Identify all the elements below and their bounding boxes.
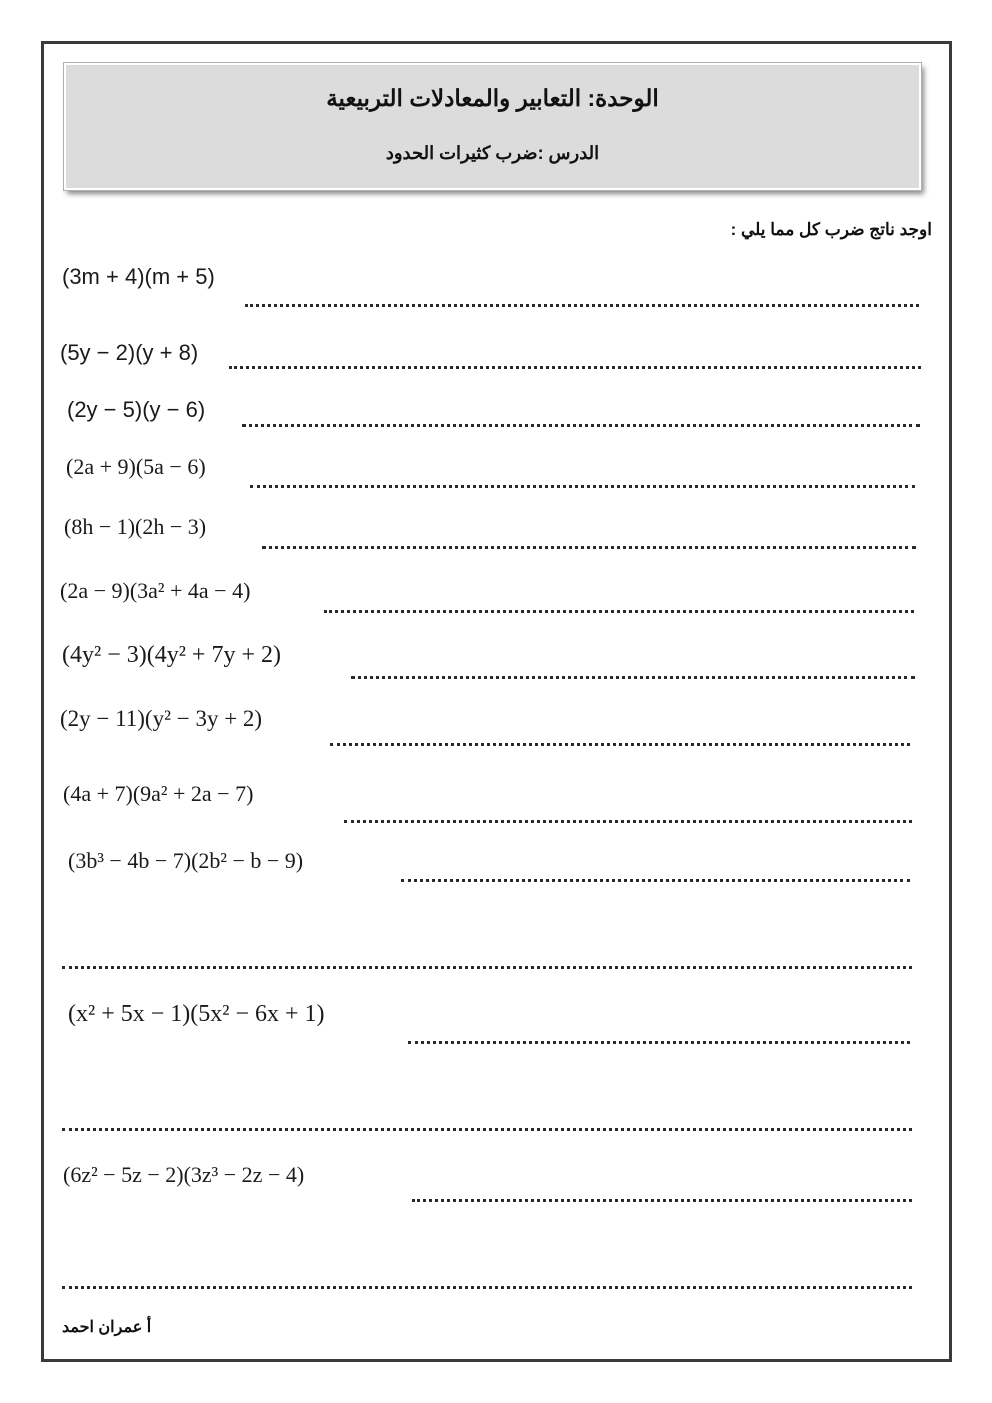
unit-title: الوحدة: التعابير والمعادلات التربيعية — [326, 85, 659, 111]
problem-8: (2y − 11)(y² − 3y + 2) — [60, 706, 263, 731]
problem-7: (4y² − 3)(4y² + 7y + 2) — [62, 642, 281, 668]
answer-line-6[interactable] — [324, 610, 914, 613]
title-box — [64, 63, 921, 190]
answer-line-5[interactable] — [262, 546, 916, 549]
problem-3: (2y − 5)(y − 6) — [67, 397, 206, 422]
answer-line-3[interactable] — [242, 424, 920, 427]
problem-11: (x² + 5x − 1)(5x² − 6x + 1) — [68, 1001, 325, 1027]
answer-line-10b[interactable] — [62, 966, 912, 969]
answer-line-9[interactable] — [344, 820, 912, 823]
problem-2: (5y − 2)(y + 8) — [60, 340, 199, 365]
problem-9: (4a + 7)(9a² + 2a − 7) — [63, 781, 254, 806]
problem-10: (3b³ − 4b − 7)(2b² − b − 9) — [68, 848, 304, 873]
answer-line-7[interactable] — [351, 676, 915, 679]
instruction: اوجد ناتج ضرب كل مما يلي : — [730, 220, 932, 239]
problem-1: (3m + 4)(m + 5) — [62, 264, 215, 289]
answer-line-2[interactable] — [229, 366, 921, 369]
lesson-title: الدرس :ضرب كثيرات الحدود — [385, 143, 600, 163]
answer-line-12[interactable] — [412, 1199, 912, 1202]
answer-line-11[interactable] — [408, 1041, 910, 1044]
answer-line-10[interactable] — [401, 879, 910, 882]
answer-line-12b[interactable] — [62, 1286, 912, 1289]
answer-line-8[interactable] — [330, 743, 910, 746]
problem-6: (2a − 9)(3a² + 4a − 4) — [60, 578, 251, 603]
problem-12: (6z² − 5z − 2)(3z³ − 2z − 4) — [63, 1162, 305, 1187]
answer-line-4[interactable] — [250, 485, 915, 488]
answer-line-1[interactable] — [245, 304, 919, 307]
author-name: أ عمران احمد — [62, 1319, 152, 1336]
answer-line-11b[interactable] — [62, 1128, 912, 1131]
problem-4: (2a + 9)(5a − 6) — [66, 454, 206, 479]
problem-5: (8h − 1)(2h − 3) — [64, 514, 207, 539]
